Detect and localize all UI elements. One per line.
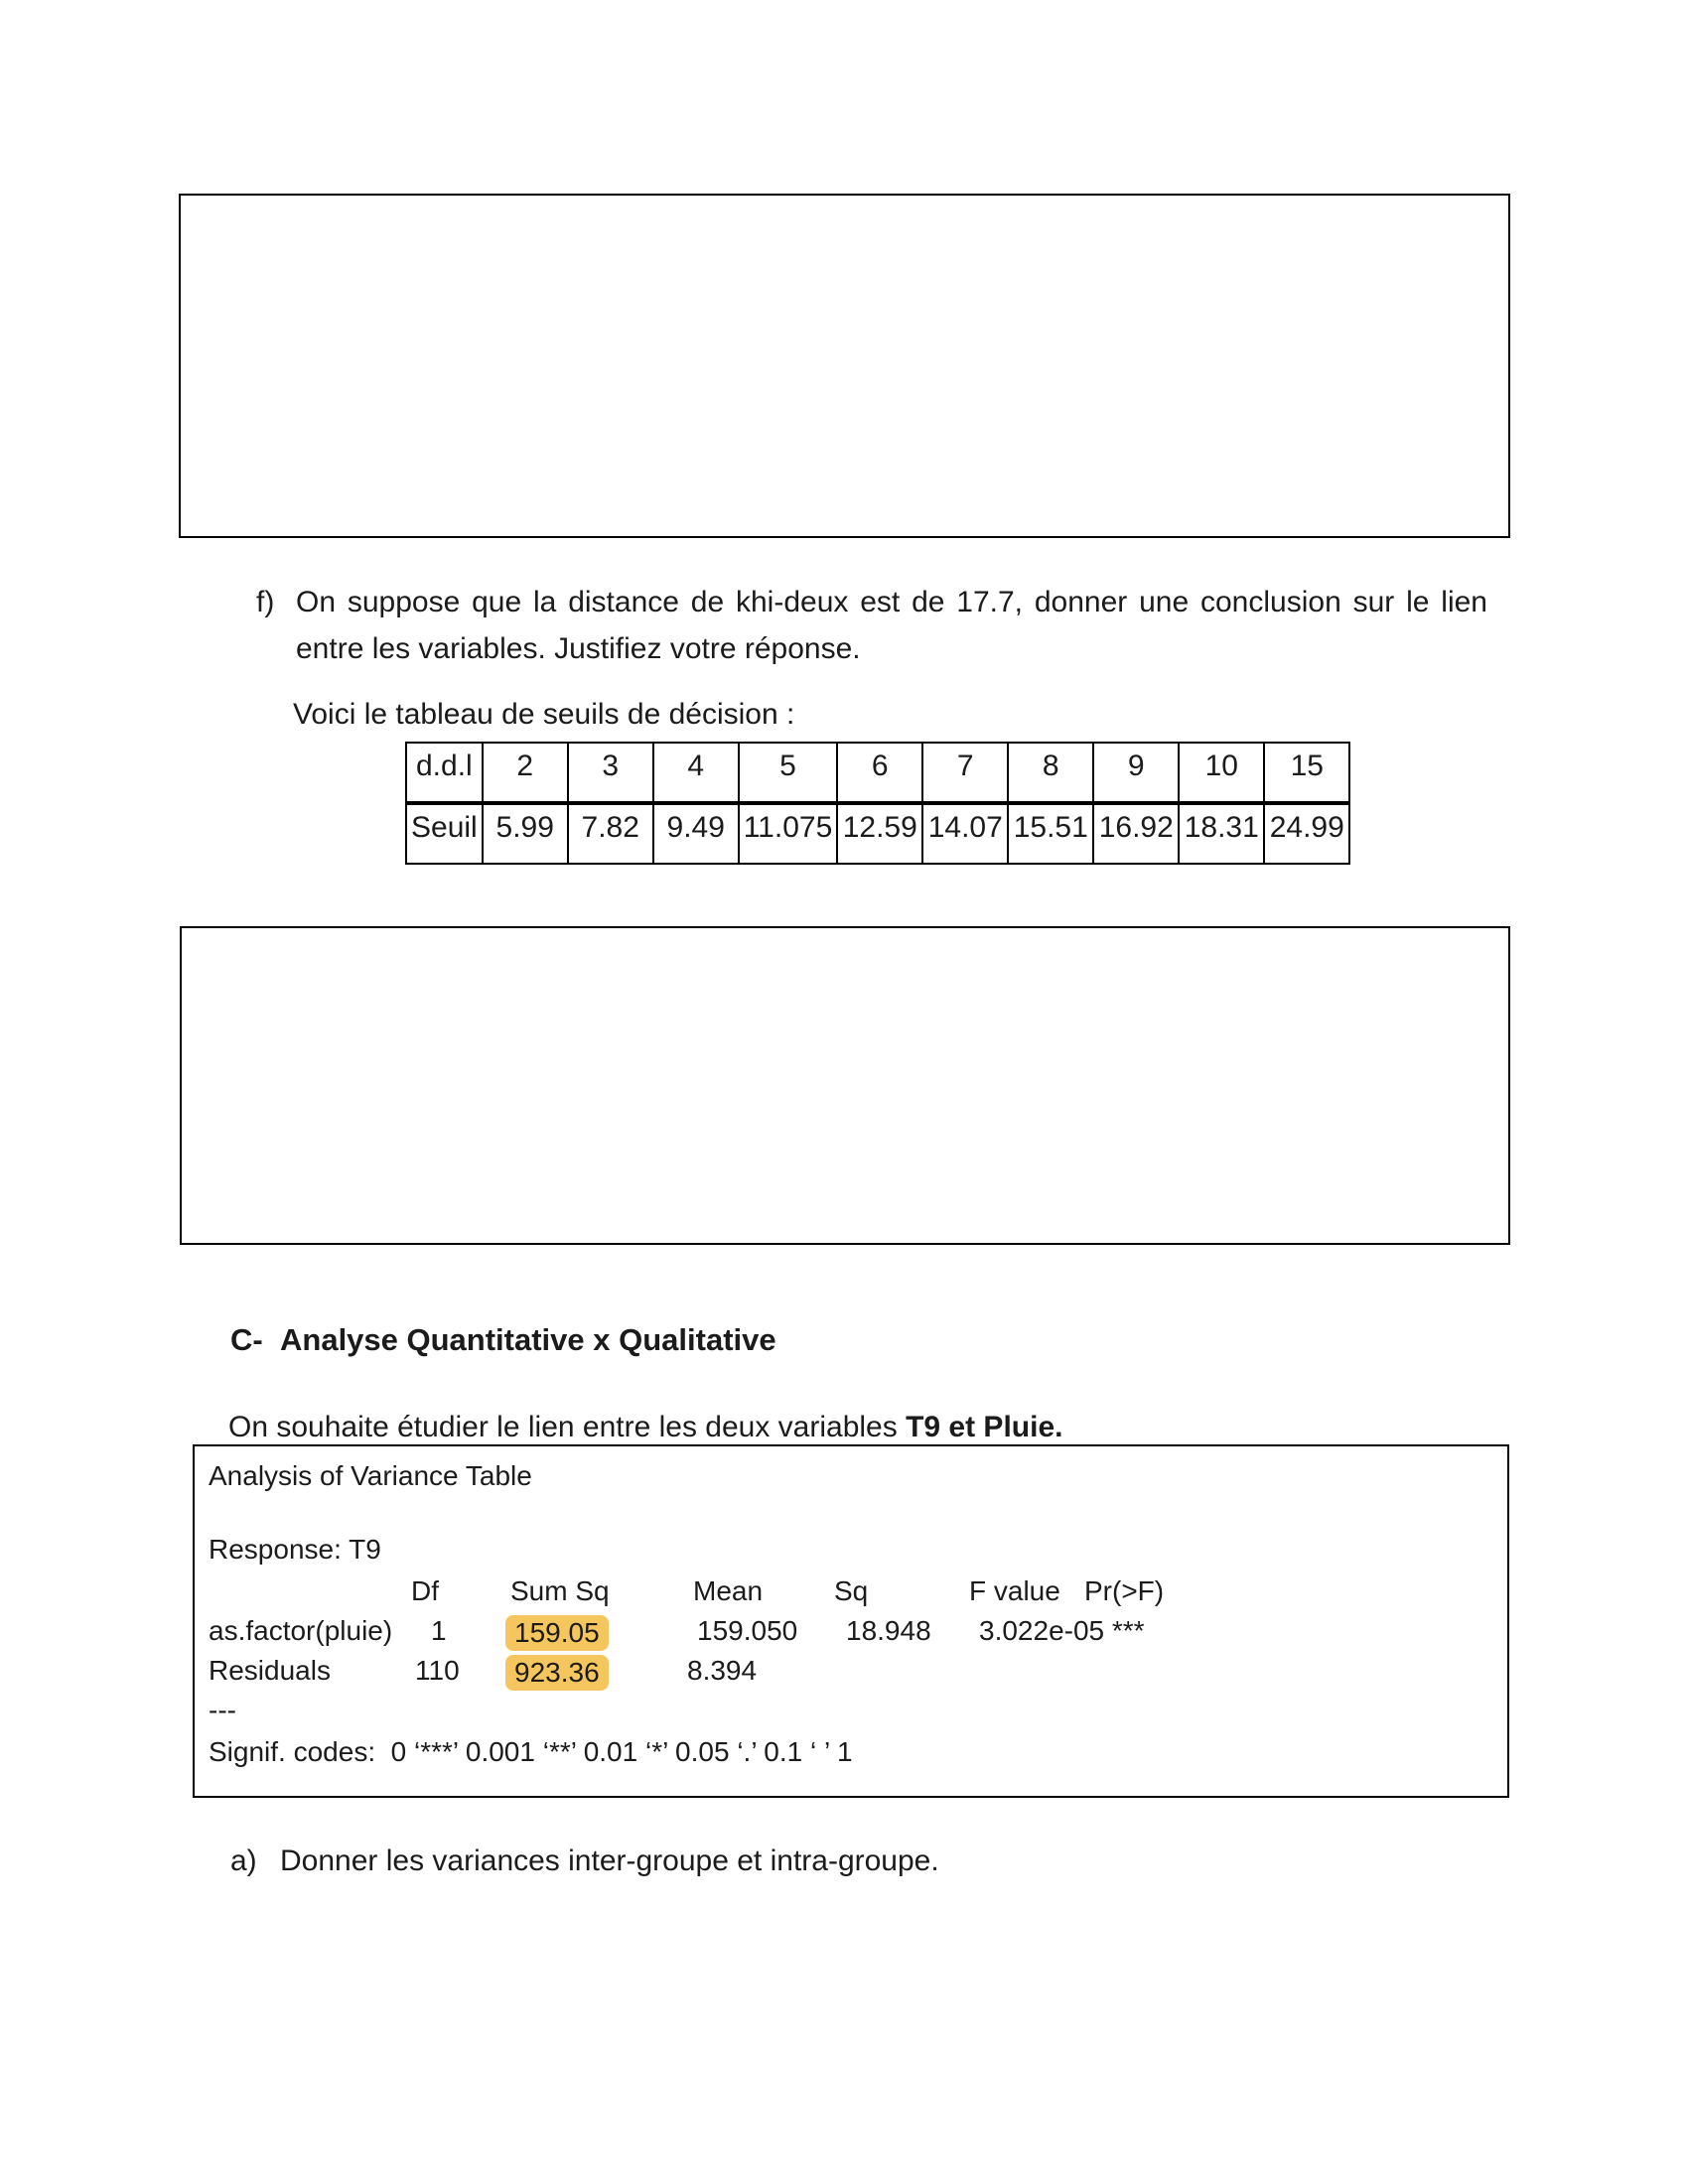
question-a <box>230 1844 939 1878</box>
anova-output-box <box>193 1444 1509 1798</box>
cell-ddl: 6 <box>837 743 922 803</box>
cell-seuil: 7.82 <box>568 803 653 864</box>
cell-ddl-label: d.d.l <box>406 743 483 803</box>
cell-seuil-label: Seuil <box>406 803 483 864</box>
question-f <box>256 579 1489 672</box>
answer-box-empty-2 <box>180 926 1510 1245</box>
question-f-text: On suppose que la distance de khi-deux est de 17.7, donner une conclusion sur le lien entre les variables. Justifiez votre réponse. <box>296 586 1487 665</box>
anova-title-line <box>195 1460 1507 1498</box>
cell-seuil: 24.99 <box>1264 803 1349 864</box>
row-mean-sq: 159.050 <box>697 1615 798 1646</box>
cell-seuil: 14.07 <box>922 803 1008 864</box>
anova-response: Response: T9 <box>209 1534 381 1565</box>
intro-bold: T9 et Pluie. <box>906 1411 1063 1443</box>
row-sum-sq-highlighted: 159.05 <box>505 1615 609 1651</box>
cell-ddl: 7 <box>922 743 1008 803</box>
cell-ddl: 5 <box>739 743 838 803</box>
anova-signif-codes: Signif. codes: 0 ‘***’ 0.001 ‘**’ 0.01 ‘*’ 0.05 ‘.’ 0.1 ‘ ’ 1 <box>209 1736 853 1767</box>
cell-ddl: 4 <box>653 743 739 803</box>
intro-normal: On souhaite étudier le lien entre les deux variables <box>228 1411 907 1443</box>
row-mean-sq: 8.394 <box>687 1655 758 1686</box>
seuil-table-intro: Voici le tableau de seuils de décision : <box>293 698 795 731</box>
col-header-pr-f: Pr(>F) <box>1084 1575 1165 1606</box>
anova-title: Analysis of Variance Table <box>209 1460 532 1491</box>
intro-line <box>228 1411 1062 1444</box>
question-f-marker: f) <box>256 586 275 618</box>
section-heading-c <box>230 1322 776 1358</box>
question-a-marker: a) <box>230 1844 257 1877</box>
cell-ddl: 9 <box>1093 743 1179 803</box>
anova-response-line <box>195 1534 1507 1571</box>
cell-ddl: 10 <box>1179 743 1264 803</box>
cell-seuil: 9.49 <box>653 803 739 864</box>
cell-ddl: 2 <box>483 743 568 803</box>
cell-seuil: 11.075 <box>739 803 838 864</box>
anova-row-residuals <box>195 1655 1507 1693</box>
row-name: Residuals <box>209 1655 331 1686</box>
cell-ddl: 15 <box>1264 743 1349 803</box>
section-c-marker: C- <box>230 1322 263 1357</box>
col-header-sq: Sq <box>834 1575 869 1606</box>
cell-seuil: 16.92 <box>1093 803 1179 864</box>
anova-separator: --- <box>209 1695 236 1725</box>
anova-signif-line <box>195 1736 1507 1774</box>
row-name: as.factor(pluie) <box>209 1615 393 1646</box>
cell-ddl: 3 <box>568 743 653 803</box>
cell-seuil: 15.51 <box>1008 803 1093 864</box>
seuil-table <box>405 742 1350 865</box>
row-pr-f: 3.022e-05 *** <box>979 1615 1145 1646</box>
row-sum-sq-highlighted: 923.36 <box>505 1655 609 1691</box>
col-header-sum-sq: Sum Sq <box>510 1575 610 1606</box>
cell-seuil: 12.59 <box>837 803 922 864</box>
row-df: 1 <box>431 1615 447 1646</box>
col-header-mean: Mean <box>693 1575 764 1606</box>
anova-row-factor <box>195 1615 1507 1653</box>
row-df: 110 <box>415 1655 460 1686</box>
answer-box-empty-1 <box>179 194 1510 538</box>
section-c-title: Analyse Quantitative x Qualitative <box>280 1322 776 1357</box>
col-header-df: Df <box>411 1575 439 1606</box>
table-row <box>406 803 1349 864</box>
cell-seuil: 18.31 <box>1179 803 1264 864</box>
anova-header-line <box>195 1575 1507 1613</box>
anova-separator-line <box>195 1695 1507 1732</box>
row-f-value: 18.948 <box>846 1615 931 1646</box>
cell-ddl: 8 <box>1008 743 1093 803</box>
cell-seuil: 5.99 <box>483 803 568 864</box>
table-row <box>406 743 1349 803</box>
col-header-f-value: F value <box>969 1575 1060 1606</box>
question-a-text: Donner les variances inter-groupe et intra-groupe. <box>280 1844 939 1877</box>
